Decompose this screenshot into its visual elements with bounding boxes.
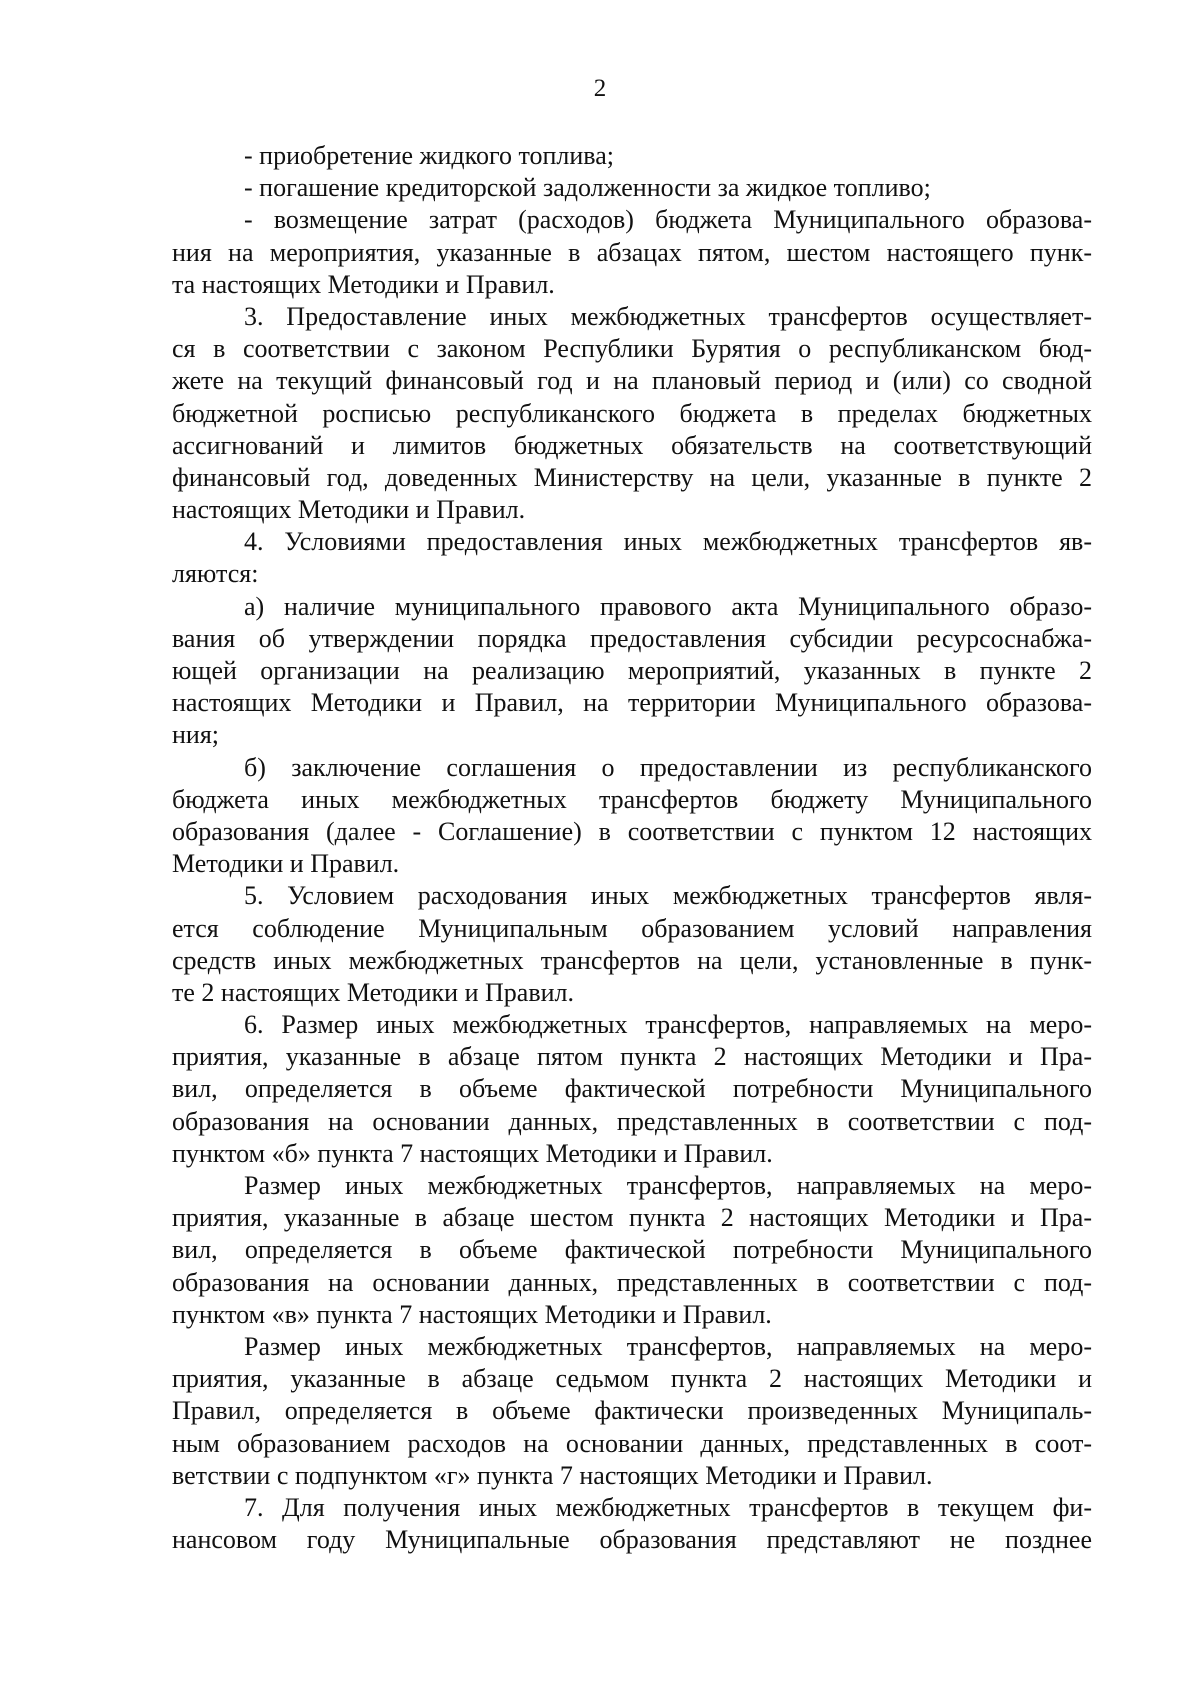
text-line: ется соблюдение Муниципальным образованием условий направления bbox=[172, 913, 1092, 943]
page-number: 2 bbox=[593, 75, 607, 102]
text-line: б) заключение соглашения о предоставлении из республиканского bbox=[244, 752, 1092, 782]
text-line: образования на основании данных, представленных в соответствии с под- bbox=[172, 1106, 1092, 1136]
text-line: ющей организации на реализацию мероприятий, указанных в пункте 2 bbox=[172, 656, 1092, 685]
text-line: вания об утверждении порядка предоставления субсидии ресурсоснабжа- bbox=[172, 623, 1092, 653]
text-line: приятия, указанные в абзаце шестом пункта 2 настоящих Методики и Пра- bbox=[172, 1203, 1092, 1233]
text-line: ным образованием расходов на основании данных, представленных в соот- bbox=[172, 1428, 1092, 1458]
text-line: приятия, указанные в абзаце седьмом пункта 2 настоящих Методики и bbox=[172, 1364, 1092, 1394]
text-line: финансовый год, доведенных Министерству на цели, указанные в пункте 2 bbox=[172, 462, 1092, 492]
text-line: образования (далее - Соглашение) в соответствии с пунктом 12 настоящих bbox=[172, 816, 1092, 846]
text-line: приятия, указанные в абзаце пятом пункта 2 настоящих Методики и Пра- bbox=[172, 1042, 1092, 1072]
text-line: вил, определяется в объеме фактической потребности Муниципального bbox=[172, 1074, 1092, 1104]
text-line: ляются: bbox=[172, 559, 259, 589]
text-line: - возмещение затрат (расходов) бюджета Муниципального образова- bbox=[244, 205, 1092, 235]
text-line: ассигнований и лимитов бюджетных обязательств на соответствующий bbox=[172, 430, 1092, 460]
text-line: бюджета иных межбюджетных трансфертов бюджету Муниципального bbox=[172, 784, 1092, 814]
text-line: те 2 настоящих Методики и Правил. bbox=[172, 977, 574, 1007]
text-line: ся в соответствии с законом Республики Бурятия о республиканском бюд- bbox=[172, 334, 1092, 364]
text-line: 7. Для получения иных межбюджетных трансфертов в текущем фи- bbox=[244, 1492, 1092, 1522]
text-line: Правил, определяется в объеме фактически произведенных Муниципаль- bbox=[172, 1396, 1092, 1426]
text-line: Размер иных межбюджетных трансфертов, направляемых на меро- bbox=[244, 1331, 1092, 1361]
text-line: жете на текущий финансовый год и на плановый период и (или) со сводной bbox=[172, 366, 1092, 396]
text-line: образования на основании данных, представленных в соответствии с под- bbox=[172, 1267, 1092, 1297]
text-line: вил, определяется в объеме фактической потребности Муниципального bbox=[172, 1235, 1092, 1265]
text-line: - приобретение жидкого топлива; bbox=[244, 141, 614, 170]
text-line: ния; bbox=[172, 720, 220, 750]
text-line: 6. Размер иных межбюджетных трансфертов, направляемых на меро- bbox=[244, 1010, 1092, 1040]
text-line: а) наличие муниципального правового акта Муниципального образо- bbox=[244, 591, 1092, 621]
text-line: 3. Предоставление иных межбюджетных трансфертов осуществляет- bbox=[244, 301, 1092, 331]
text-line: 4. Условиями предоставления иных межбюджетных трансфертов яв- bbox=[244, 527, 1092, 557]
text-line: средств иных межбюджетных трансфертов на цели, установленные в пунк- bbox=[172, 945, 1092, 975]
text-line: Размер иных межбюджетных трансфертов, направляемых на меро- bbox=[244, 1171, 1092, 1200]
text-line: нансовом году Муниципальные образования представляют не позднее bbox=[172, 1525, 1092, 1555]
text-line: бюджетной росписью республиканского бюджета в пределах бюджетных bbox=[172, 398, 1092, 428]
document-body bbox=[172, 140, 1092, 1556]
text-line: - погашение кредиторской задолженности за жидкое топливо; bbox=[244, 173, 931, 203]
text-line: пунктом «в» пункта 7 настоящих Методики и Правил. bbox=[172, 1299, 772, 1329]
text-line: пунктом «б» пункта 7 настоящих Методики и Правил. bbox=[172, 1138, 773, 1168]
text-line: 5. Условием расходования иных межбюджетных трансфертов явля- bbox=[244, 881, 1092, 911]
text-line: настоящих Методики и Правил, на территории Муниципального образова- bbox=[172, 688, 1092, 718]
text-line: ния на мероприятия, указанные в абзацах пятом, шестом настоящего пунк- bbox=[172, 237, 1092, 267]
text-line: Методики и Правил. bbox=[172, 849, 400, 879]
text-line: ветствии с подпунктом «г» пункта 7 настоящих Методики и Правил. bbox=[172, 1460, 933, 1490]
text-line: та настоящих Методики и Правил. bbox=[172, 269, 555, 299]
text-line: настоящих Методики и Правил. bbox=[172, 495, 526, 525]
